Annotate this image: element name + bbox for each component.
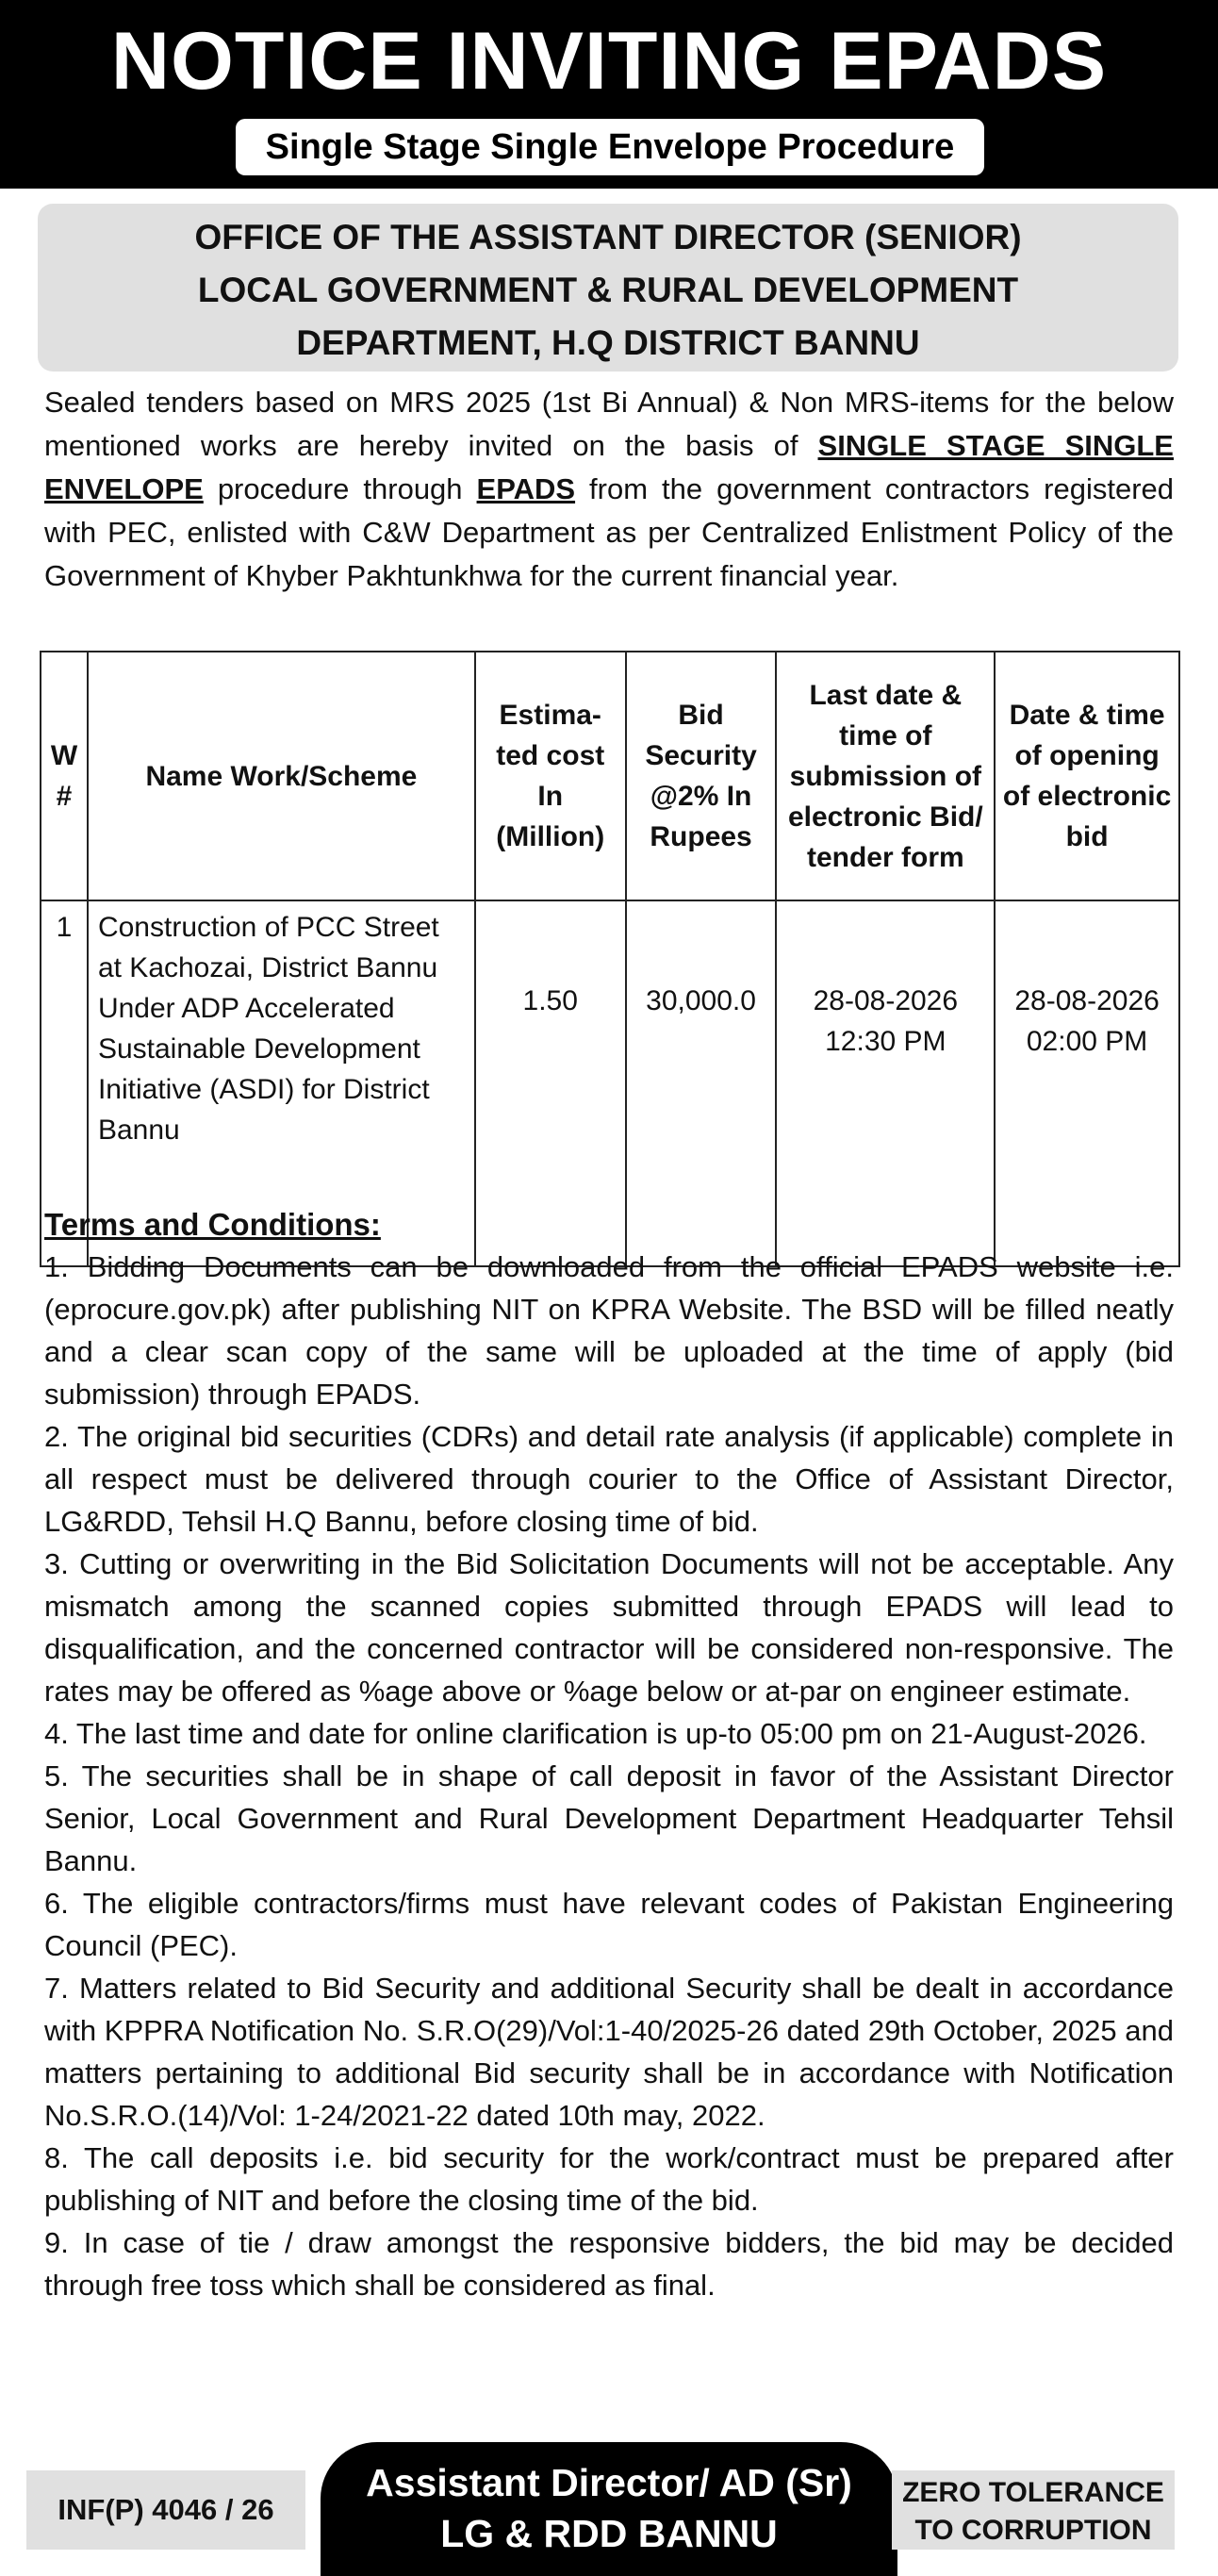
intro-emphasis-epads: EPADS [476, 472, 576, 505]
notice-title: NOTICE INVITING EPADS [110, 16, 1108, 107]
cell-work-name: Construction of PCC Street at Kachozai, District Bannu Under ADP Accelerated Sustainable Development Initiative (ASDI) for District Bannu [88, 900, 475, 1266]
term-item: 9. In case of tie / draw amongst the responsive bidders, the bid may be decided through free toss which shall be considered as final. [44, 2226, 1174, 2302]
term-item: 1. Bidding Documents can be downloaded from the official EPADS website i.e. (eprocure.gov.pk) after publishing NIT on KPRA Website. The BSD will be filled neatly and a clear scan copy of the same will be uploaded at the time of apply (bid submission) through EPADS. [44, 1250, 1174, 1411]
header-submission-deadline: Last date & time of submission of electronic Bid/ tender form [776, 652, 995, 900]
intro-paragraph [44, 381, 1174, 598]
header-band [0, 0, 1218, 189]
term-item: 6. The eligible contractors/firms must have relevant codes of Pakistan Engineering Council (PEC). [44, 1887, 1174, 1962]
opening-date: 28-08-2026 [1014, 985, 1160, 1016]
signatory-box [321, 2442, 897, 2576]
tender-table [40, 651, 1180, 1267]
procedure-subtitle: Single Stage Single Envelope Procedure [236, 119, 984, 175]
zero-tolerance-badge [892, 2470, 1175, 2550]
intro-text-3: from the government contractors registered with PEC, enlisted with C&W Department as per Centralized Enlistment Policy of the Government of Khyber Pakhtunkhwa for the current financial year. [44, 472, 1175, 592]
cell-estimated-cost: 1.50 [475, 900, 626, 1266]
term-item: 8. The call deposits i.e. bid security for the work/contract must be prepared after publishing of NIT and before the closing time of the bid. [44, 2141, 1174, 2217]
term-item: 2. The original bid securities (CDRs) and detail rate analysis (if applicable) complete in all respect must be delivered through courier to the Office of Assistant Director, LG&RDD, Tehsil H.Q Bannu, before closing time of bid. [44, 1420, 1174, 1538]
signatory-office: LG & RDD BANNU [440, 2512, 778, 2555]
reference-number: INF(P) 4046 / 26 [26, 2470, 305, 2550]
header-bid-security: Bid Security @2% In Rupees [626, 652, 777, 900]
header-estimated-cost: Estima-ted cost In (Million) [475, 652, 626, 900]
header-opening-date: Date & time of opening of electronic bid [995, 652, 1179, 900]
term-item: 4. The last time and date for online clarification is up-to 05:00 pm on 21-August-2026. [44, 1717, 1147, 1750]
footer [0, 2442, 1218, 2576]
office-line-1: OFFICE OF THE ASSISTANT DIRECTOR (SENIOR) [194, 218, 1022, 256]
terms-heading: Terms and Conditions: [44, 1207, 381, 1242]
office-line-3: DEPARTMENT, H.Q DISTRICT BANNU [296, 323, 920, 362]
intro-text-2: procedure through [203, 472, 477, 505]
opening-time: 02:00 PM [1026, 1026, 1148, 1057]
intro-emphasis-procedure: SINGLE STAGE SINGLE ENVELOPE [44, 429, 1174, 505]
zero-tolerance-line-2: TO CORRUPTION [914, 2515, 1152, 2546]
submission-date: 28-08-2026 [813, 985, 959, 1016]
signatory-title: Assistant Director/ AD (Sr) [366, 2461, 852, 2504]
submission-time: 12:30 PM [825, 1026, 946, 1057]
header-work-name: Name Work/Scheme [88, 652, 475, 900]
cell-bid-security: 30,000.0 [626, 900, 777, 1266]
term-item: 7. Matters related to Bid Security and additional Security shall be dealt in accordance with KPPRA Notification No. S.R.O(29)/Vol:1-40/2025-26 dated 29th October, 2025 and matters pertaining to additional Bid security shall be in accordance with Notification No.S.R.O.(14)/Vol: 1-24/2021-22 dated 10th may, 2022. [44, 1972, 1174, 2132]
zero-tolerance-line-1: ZERO TOLERANCE [902, 2477, 1164, 2508]
office-heading-box [38, 204, 1178, 372]
term-item: 5. The securities shall be in shape of call deposit in favor of the Assistant Director Senior, Local Government and Rural Development Department Headquarter Tehsil Bannu. [44, 1759, 1174, 1877]
table-header-row [41, 652, 1179, 900]
terms-section [44, 1203, 1174, 2306]
header-work-number: W # [41, 652, 88, 900]
term-item: 3. Cutting or overwriting in the Bid Solicitation Documents will not be acceptable. Any mismatch among the scanned copies submitted through EPADS will lead to disqualification, and the concerned contractor will be considered non-responsive. The rates may be offered as %age above or %age below or at-par on engineer estimate. [44, 1547, 1174, 1708]
cell-work-number: 1 [41, 900, 88, 1266]
intro-text-1: Sealed tenders based on MRS 2025 (1st Bi Annual) & Non MRS-items for the below mentioned works are hereby invited on the basis of [44, 386, 1174, 462]
office-line-2: LOCAL GOVERNMENT & RURAL DEVELOPMENT [197, 271, 1019, 309]
